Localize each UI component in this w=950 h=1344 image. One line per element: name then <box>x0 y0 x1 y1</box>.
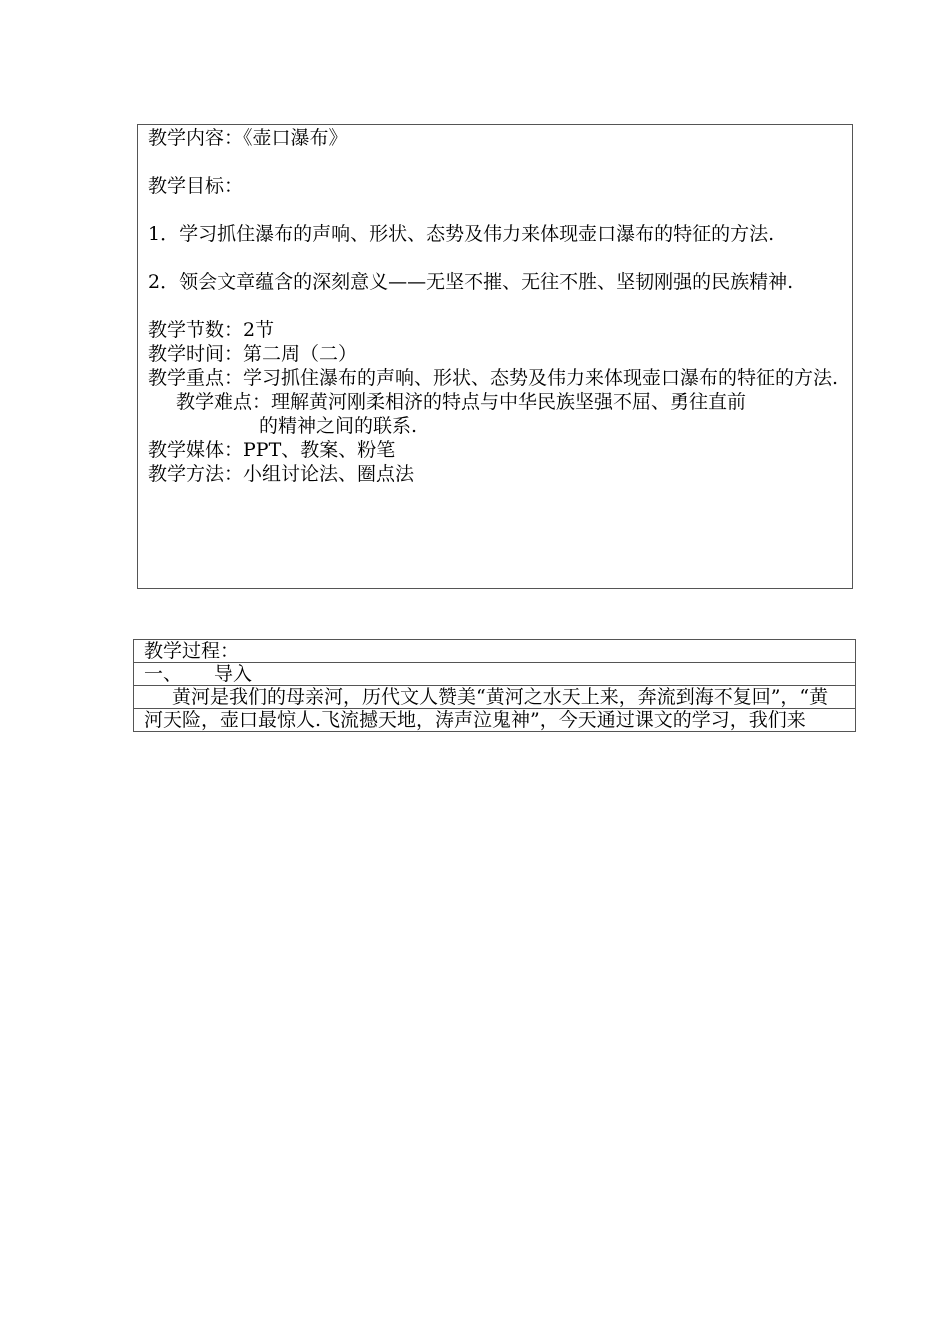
table-row <box>134 640 856 663</box>
table-row <box>134 686 856 709</box>
teaching-hours: 教学节数：2节 <box>148 319 275 341</box>
section-title: 导入 <box>214 663 253 685</box>
intro-paragraph-2: 河天险，壶口最惊人.飞流撼天地，涛声泣鬼神”，今天通过课文的学习，我们来 <box>134 709 856 732</box>
table-row <box>134 663 856 686</box>
intro-paragraph-1: 黄河是我们的母亲河，历代文人赞美“黄河之水天上来，奔流到海不复回”，“黄 <box>134 686 856 709</box>
process-title: 教学过程： <box>134 640 856 663</box>
teaching-method: 教学方法：小组讨论法、圈点法 <box>148 463 415 485</box>
teaching-time: 教学时间：第二周（二） <box>148 343 358 365</box>
section-heading <box>134 663 856 686</box>
objective-1: 1．学习抓住瀑布的声响、形状、态势及伟力来体现壶口瀑布的特征的方法. <box>148 223 775 245</box>
process-table <box>133 639 856 732</box>
table-row <box>134 709 856 732</box>
objective-2: 2．领会文章蕴含的深刻意义——无坚不摧、无往不胜、坚韧刚强的民族精神. <box>148 271 794 293</box>
section-number: 一、 <box>144 663 183 685</box>
teaching-media: 教学媒体：PPT、教案、粉笔 <box>148 439 396 461</box>
objectives-title: 教学目标： <box>148 175 244 197</box>
key-point: 教学重点：学习抓住瀑布的声响、形状、态势及伟力来体现壶口瀑布的特征的方法. <box>148 367 839 389</box>
lesson-info-box <box>137 124 853 589</box>
difficulty-line-2: 的精神之间的联系. <box>259 415 418 437</box>
difficulty-line-1: 教学难点：理解黄河刚柔相济的特点与中华民族坚强不屈、勇往直前 <box>176 391 747 413</box>
teaching-content: 教学内容：《壶口瀑布》 <box>148 127 348 149</box>
